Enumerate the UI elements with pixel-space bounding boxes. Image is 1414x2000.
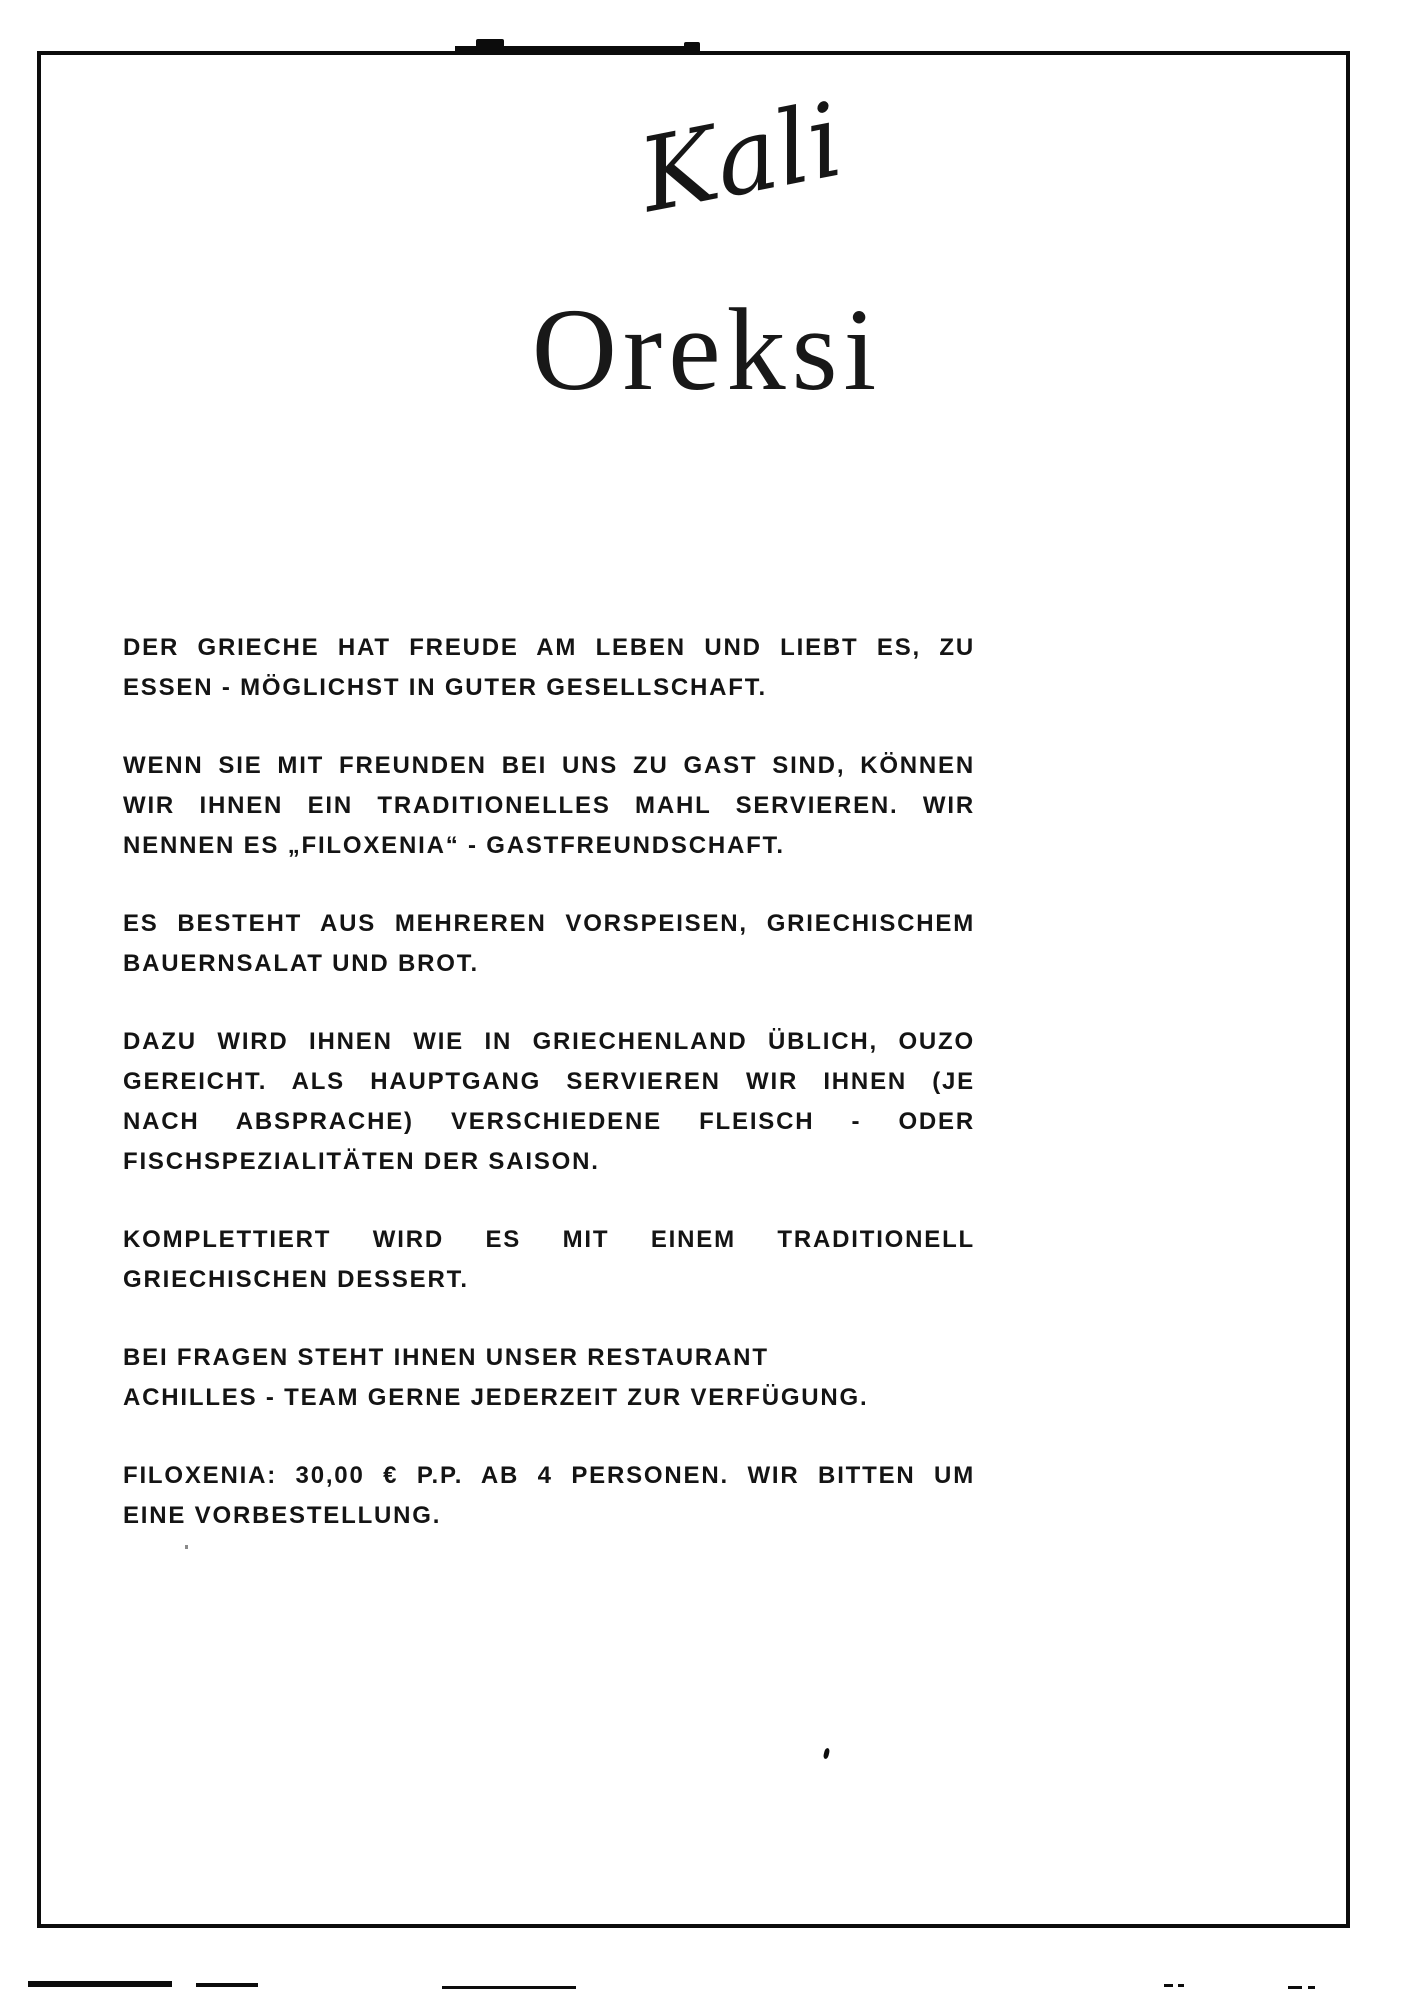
text-line: GEREICHT. ALS HAUPTGANG SERVIEREN WIR IHNEN (JE [123,1068,975,1095]
text-line: DAZU WIRD IHNEN WIE IN GRIECHENLAND ÜBLICH, OUZO [123,1028,975,1055]
paragraph [123,1022,975,1182]
text-line: BEI FRAGEN STEHT IHNEN UNSER RESTAURANT [123,1344,769,1371]
paragraph [123,746,975,866]
scan-artifact [1308,1986,1315,1989]
scan-artifact [1164,1984,1173,1987]
text-line: KOMPLETTIERT WIRD ES MIT EINEM TRADITIONELL [123,1226,975,1253]
scan-artifact [684,42,700,52]
scan-artifact [1288,1986,1302,1989]
scan-artifact [1178,1984,1184,1987]
paragraph [123,904,975,984]
text-line: BAUERNSALAT UND BROT. [123,950,480,977]
restaurant-serif-title: Oreksi [531,284,883,415]
scan-artifact [196,1983,258,1987]
text-line: WENN SIE MIT FREUNDEN BEI UNS ZU GAST SIND, KÖNNEN [123,752,975,779]
paragraph [123,1456,975,1536]
scan-artifact [442,1986,576,1989]
paragraph [123,628,975,708]
script-title-text: Kali [630,80,852,237]
text-line: NENNEN ES „FILOXENIA“ - GASTFREUNDSCHAFT. [123,832,785,859]
text-line: GRIECHISCHEN DESSERT. [123,1266,469,1293]
text-line: FISCHSPEZIALITÄTEN DER SAISON. [123,1148,600,1175]
scan-artifact [476,39,504,52]
text-line: ESSEN - MÖGLICHST IN GUTER GESELLSCHAFT. [123,674,768,701]
restaurant-script-title [0,80,1414,237]
text-line: NACH ABSPRACHE) VERSCHIEDENE FLEISCH - ODER [123,1108,975,1135]
text-line: ACHILLES - TEAM GERNE JEDERZEIT ZUR VERFÜGUNG. [123,1384,869,1411]
text-line: DER GRIECHE HAT FREUDE AM LEBEN UND LIEBT ES, ZU [123,634,975,661]
text-line: EINE VORBESTELLUNG. [123,1502,442,1529]
paragraph [123,1338,975,1418]
paragraph [123,1220,975,1300]
text-line: WIR IHNEN EIN TRADITIONELLES MAHL SERVIEREN. WIR [123,792,975,819]
scan-artifact [28,1981,172,1987]
scan-artifact [185,1545,188,1549]
text-line: FILOXENIA: 30,00 € P.P. AB 4 PERSONEN. WIR BITTEN UM [123,1462,975,1489]
text-line: ES BESTEHT AUS MEHREREN VORSPEISEN, GRIECHISCHEM [123,910,975,937]
menu-text [123,628,975,1574]
